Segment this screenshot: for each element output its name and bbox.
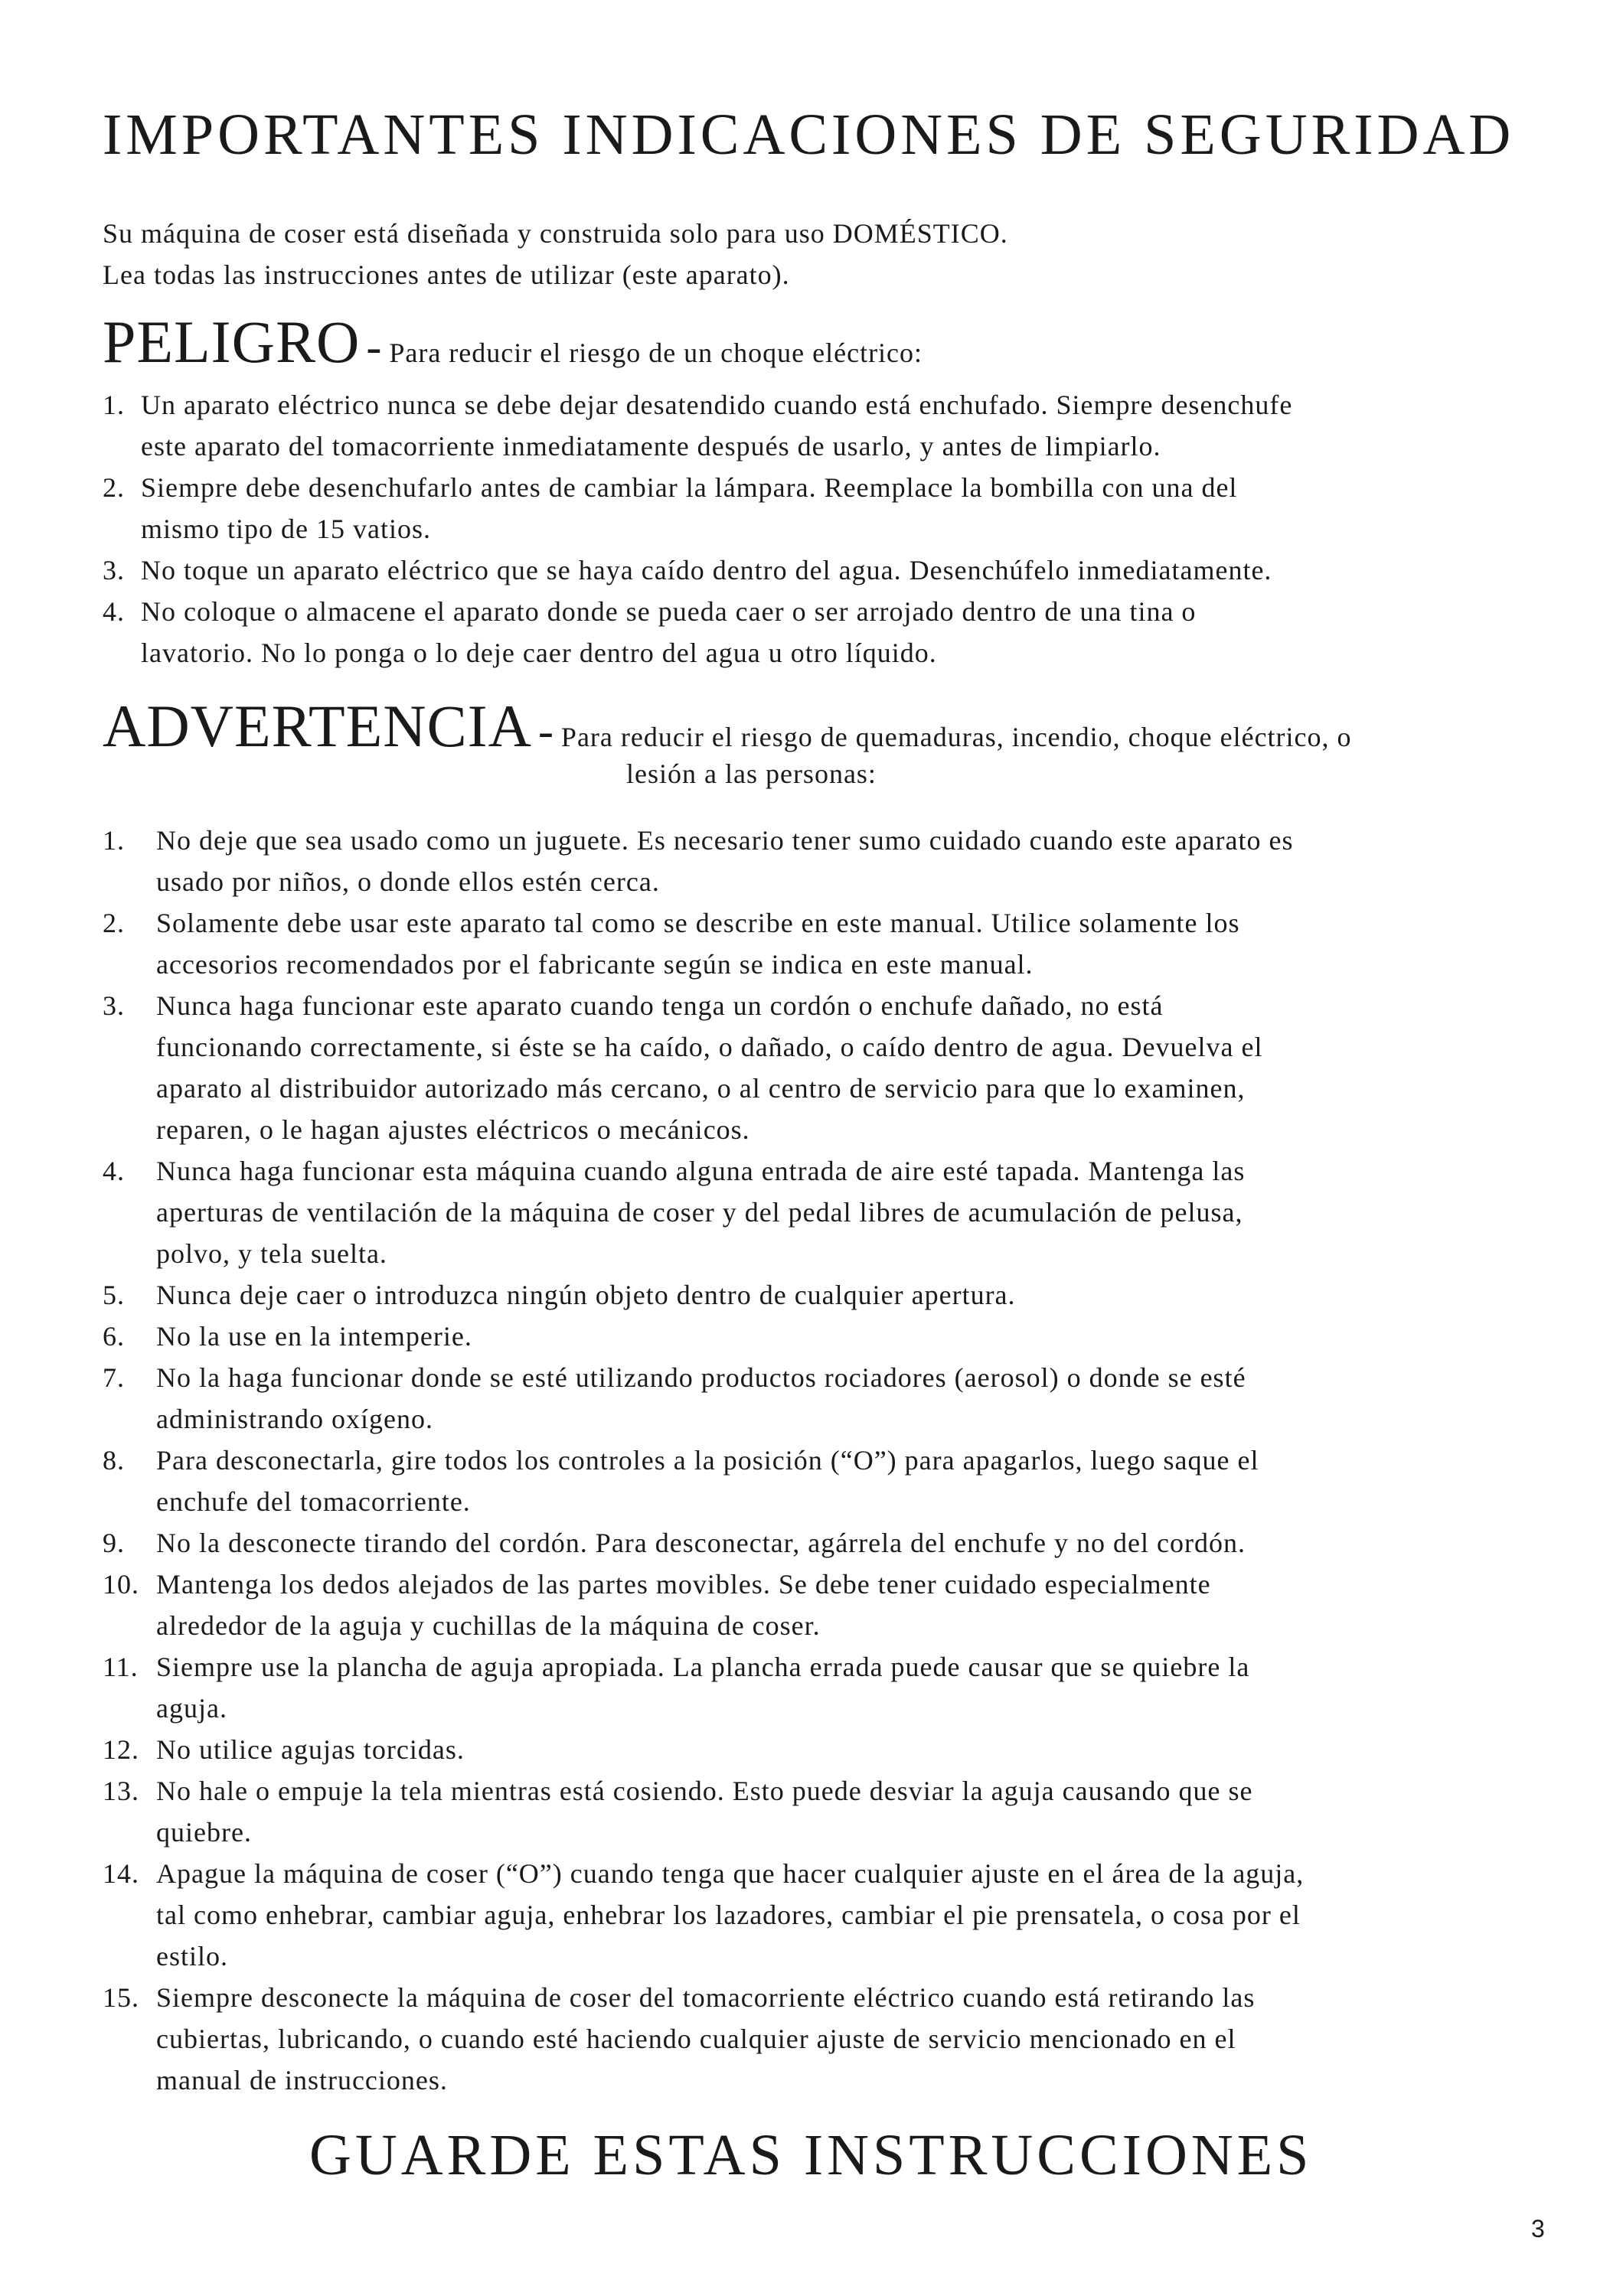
item-text-line: Nunca deje caer o introduzca ningún objeto dentro de cualquier apertura.	[156, 1280, 1016, 1310]
closing-heading: GUARDE ESTAS INSTRUCCIONES	[309, 2123, 1313, 2187]
item-number: 6.	[103, 1321, 125, 1352]
item-text-line: No hale o empuje la tela mientras está cosiendo. Esto puede desviar la aguja causando que se	[156, 1776, 1253, 1806]
list-item	[103, 1440, 1304, 1522]
advertencia-subtitle-cont: lesión a las personas:	[626, 758, 877, 789]
item-text-line: Nunca haga funcionar esta máquina cuando alguna entrada de aire esté tapada. Mantenga las	[156, 1156, 1246, 1186]
item-number: 8.	[103, 1445, 125, 1476]
item-text-line: este aparato del tomacorriente inmediatamente después de usarlo, y antes de limpiarlo.	[141, 431, 1161, 461]
item-number: 7.	[103, 1362, 125, 1393]
intro-line: Su máquina de coser está diseñada y construida solo para uso DOMÉSTICO.	[103, 218, 1008, 249]
item-text-line: estilo.	[156, 1941, 228, 1971]
item-text-line: Mantenga los dedos alejados de las partes movibles. Se debe tener cuidado especialmente	[156, 1569, 1211, 1600]
peligro-dash: -	[366, 321, 382, 372]
item-text-line: Siempre desconecte la máquina de coser del tomacorriente eléctrico cuando está retirando las	[156, 1982, 1256, 2013]
intro-line: Lea todas las instrucciones antes de utilizar (este aparato).	[103, 259, 790, 290]
item-text-line: administrando oxígeno.	[156, 1404, 433, 1434]
intro-paragraph	[103, 213, 1008, 295]
item-text-line: Nunca haga funcionar este aparato cuando tenga un cordón o enchufe dañado, no está	[156, 990, 1164, 1021]
item-text-line: Siempre use la plancha de aguja apropiada. La plancha errada puede causar que se quiebre la	[156, 1652, 1250, 1682]
item-text-line: usado por niños, o donde ellos estén cerca.	[156, 866, 660, 897]
item-number: 2.	[103, 472, 125, 503]
list-item	[103, 1853, 1304, 1977]
item-number: 5.	[103, 1280, 125, 1310]
item-number: 10.	[103, 1569, 139, 1600]
advertencia-subtitle: Para reducir el riesgo de quemaduras, incendio, choque eléctrico, o	[560, 722, 1352, 752]
list-item	[103, 820, 1304, 902]
item-text-line: polvo, y tela suelta.	[156, 1238, 387, 1269]
item-number: 15.	[103, 1982, 139, 2013]
item-text-line: lavatorio. No lo ponga o lo deje caer dentro del agua u otro líquido.	[141, 638, 937, 668]
list-item	[103, 1770, 1304, 1853]
list-item	[103, 1564, 1304, 1646]
item-text-line: mismo tipo de 15 vatios.	[141, 514, 431, 544]
list-item	[103, 591, 1292, 673]
item-number: 13.	[103, 1776, 139, 1806]
item-number: 3.	[103, 990, 125, 1021]
item-number: 3.	[103, 555, 125, 585]
item-text-line: enchufe del tomacorriente.	[156, 1486, 471, 1517]
peligro-list	[103, 384, 1292, 673]
item-number: 1.	[103, 390, 125, 420]
advertencia-list	[103, 820, 1304, 2101]
item-text-line: Un aparato eléctrico nunca se debe dejar desatendido cuando está enchufado. Siempre desenchufe	[141, 390, 1293, 420]
list-item	[103, 467, 1292, 550]
peligro-heading: PELIGRO	[103, 308, 361, 375]
page-title: IMPORTANTES INDICACIONES DE SEGURIDAD	[103, 103, 1515, 167]
item-text-line: Apague la máquina de coser (“O”) cuando tenga que hacer cualquier ajuste en el área de la aguja,	[156, 1858, 1305, 1889]
item-text-line: reparen, o le hagan ajustes eléctricos o mecánicos.	[156, 1114, 750, 1145]
list-item	[103, 1316, 1304, 1357]
list-item	[103, 1522, 1304, 1564]
item-number: 1.	[103, 825, 125, 856]
item-text-line: accesorios recomendados por el fabricante según se indica en este manual.	[156, 949, 1034, 980]
item-text-line: No coloque o almacene el aparato donde se pueda caer o ser arrojado dentro de una tina o	[141, 596, 1197, 627]
list-item	[103, 1274, 1304, 1316]
list-item	[103, 384, 1292, 467]
item-text-line: aparato al distribuidor autorizado más cercano, o al centro de servicio para que lo examinen,	[156, 1073, 1246, 1104]
item-text-line: tal como enhebrar, cambiar aguja, enhebrar los lazadores, cambiar el pie prensatela, o cosa por el	[156, 1900, 1301, 1930]
list-item	[103, 1646, 1304, 1729]
item-number: 11.	[103, 1652, 139, 1682]
item-text-line: Solamente debe usar este aparato tal como se describe en este manual. Utilice solamente los	[156, 908, 1240, 938]
advertencia-header	[103, 693, 1352, 759]
item-number: 4.	[103, 1156, 125, 1186]
list-item	[103, 985, 1304, 1150]
list-item	[103, 1977, 1304, 2101]
list-item	[103, 1729, 1304, 1770]
advertencia-dash: -	[537, 706, 554, 756]
item-text-line: aguja.	[156, 1693, 227, 1724]
item-number: 4.	[103, 596, 125, 627]
list-item	[103, 1150, 1304, 1274]
item-text-line: No toque un aparato eléctrico que se haya caído dentro del agua. Desenchúfelo inmediatamente.	[141, 555, 1272, 585]
item-text-line: Para desconectarla, gire todos los controles a la posición (“O”) para apagarlos, luego saque el	[156, 1445, 1259, 1476]
list-item	[103, 1357, 1304, 1440]
item-text-line: manual de instrucciones.	[156, 2065, 448, 2095]
advertencia-heading: ADVERTENCIA	[103, 693, 532, 759]
page-number: 3	[1531, 2215, 1545, 2242]
item-text-line: No utilice agujas torcidas.	[156, 1734, 465, 1765]
list-item	[103, 550, 1292, 591]
item-text-line: Siempre debe desenchufarlo antes de cambiar la lámpara. Reemplace la bombilla con una del	[141, 472, 1238, 503]
item-text-line: No deje que sea usado como un juguete. Es necesario tener sumo cuidado cuando este aparato es	[156, 825, 1294, 856]
peligro-header	[103, 308, 923, 375]
item-text-line: No la use en la intemperie.	[156, 1321, 472, 1352]
item-text-line: alrededor de la aguja y cuchillas de la máquina de coser.	[156, 1610, 821, 1641]
item-text-line: quiebre.	[156, 1817, 252, 1848]
item-text-line: No la haga funcionar donde se esté utilizando productos rociadores (aerosol) o donde se esté	[156, 1362, 1246, 1393]
item-number: 9.	[103, 1528, 125, 1558]
item-number: 12.	[103, 1734, 139, 1765]
item-number: 14.	[103, 1858, 139, 1889]
item-number: 2.	[103, 908, 125, 938]
peligro-subtitle: Para reducir el riesgo de un choque eléctrico:	[389, 338, 923, 368]
item-text-line: funcionando correctamente, si éste se ha caído, o dañado, o caído dentro de agua. Devuelva el	[156, 1032, 1263, 1062]
list-item	[103, 902, 1304, 985]
item-text-line: cubiertas, lubricando, o cuando esté haciendo cualquier ajuste de servicio mencionado en el	[156, 2024, 1236, 2054]
item-text-line: No la desconecte tirando del cordón. Para desconectar, agárrela del enchufe y no del cordón.	[156, 1528, 1246, 1558]
item-text-line: aperturas de ventilación de la máquina de coser y del pedal libres de acumulación de pelusa,	[156, 1197, 1243, 1228]
